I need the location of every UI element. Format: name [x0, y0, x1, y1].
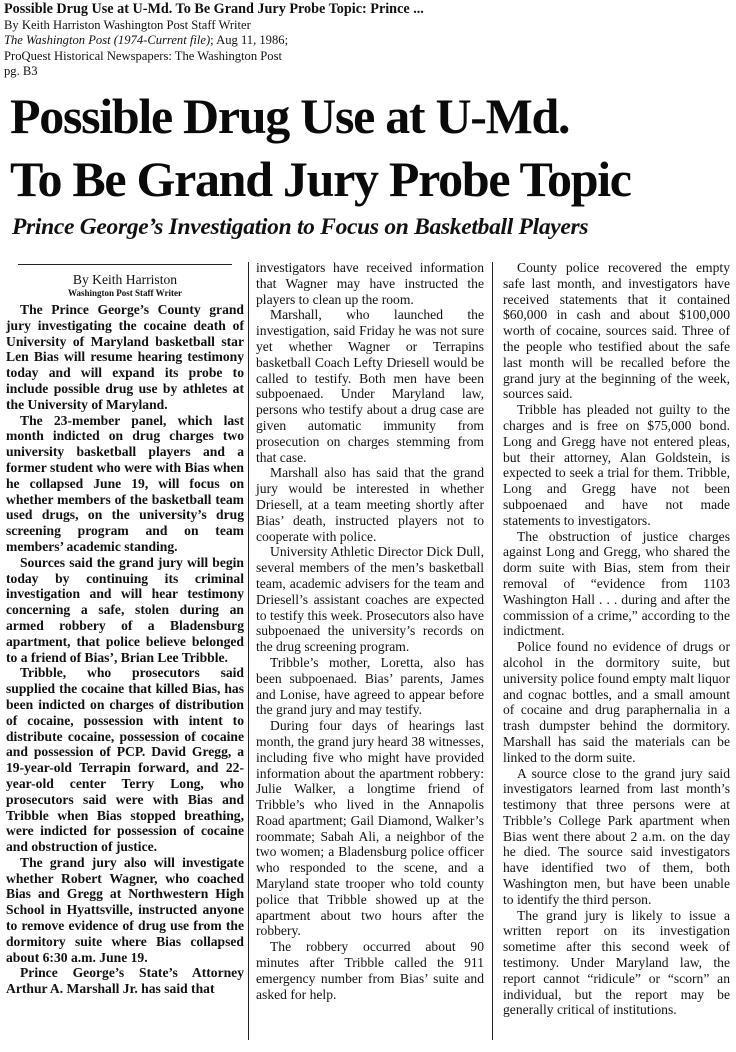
paragraph: The Prince George’s County grand jury investigating the cocaine death of University of Maryland basketball star Len Bias will resume hearing testimony today and will expand its probe to include possible drug use by athletes at the University of Maryland. [6, 302, 244, 412]
citation-date: ; Aug 11, 1986; [210, 33, 289, 48]
headline-line-1: Possible Drug Use at U-Md. [10, 88, 570, 144]
paragraph: Tribble has pleaded not guilty to the charges and is free on $75,000 bond. Long and Gregg have not entered pleas, but their attorney, Alan Goldstein, is expected to seek a trial for them. Tribble, Long and Gregg have not been subpoenaed and have not made statements to investigators. [503, 402, 730, 528]
byline-rule [18, 264, 232, 265]
column-rule-1 [248, 262, 249, 1040]
article-column-3 [503, 260, 730, 1018]
citation-title: Possible Drug Use at U-Md. To Be Grand Jury Probe Topic: Prince ... [4, 1, 424, 17]
paragraph: The grand jury also will investigate whether Robert Wagner, who coached Bias and Gregg at Northwestern High School in Hyattsville, instructed anyone to remove evidence of drug use from the dormitory suite where Bias collapsed about 6:30 a.m. June 19. [6, 854, 244, 965]
citation-page: pg. B3 [4, 64, 38, 79]
headline-line-2: To Be Grand Jury Probe Topic [10, 151, 631, 207]
citation-database: ProQuest Historical Newspapers: The Washington Post [4, 48, 283, 63]
byline-title: Washington Post Staff Writer [68, 288, 182, 298]
column-rule-2 [492, 262, 493, 1040]
paragraph: Tribble, who prosecutors said supplied the cocaine that killed Bias, has been indicted on charges of distribution of cocaine, possession with intent to distribute cocaine, possession of cocaine and possession of PCP. David Gregg, a 19-year-old Terrapin forward, and 22-year-old center Terry Long, who prosecutors said were with Bias and Tribble when Bias stopped breathing, were indicted for possession of cocaine and obstruction of justice. [6, 665, 244, 855]
paragraph: Tribble’s mother, Loretta, also has been subpoenaed. Bias’ parents, James and Lonise, have agreed to appear before the grand jury and may testify. [256, 654, 484, 718]
paragraph: Police found no evidence of drugs or alcohol in the dormitory suite, but university police found empty malt liquor and cognac bottles, and a small amount of cocaine and drug paraphernalia in a trash dumpster behind the dormitory. Marshall has said the materials can be linked to the dorm suite. [503, 639, 730, 765]
paragraph: Marshall, who launched the investigation, said Friday he was not sure yet whether Wagner or Terrapins basketball Coach Lefty Driesell would be called to testify. Both men have been subpoenaed. Under Maryland law, persons who testify about a drug case are given automatic immunity from prosecution on charges stemming from that case. [256, 307, 484, 465]
paragraph: The robbery occurred about 90 minutes after Tribble called the 911 emergency number from Bias’ suite and asked for help. [256, 939, 484, 1002]
paragraph: County police recovered the empty safe last month, and investigators have received statements that it contained $60,000 in cash and about $100,000 worth of cocaine, sources said. Three of the people who testified about the safe last month will be recalled before the grand jury at the beginning of the week, sources said. [503, 260, 730, 402]
paragraph: Prince George’s State’s Attorney Arthur A. Marshall Jr. has said that [6, 965, 244, 997]
article-column-1 [6, 260, 244, 997]
citation-author: By Keith Harriston Washington Post Staff Writer [4, 18, 251, 32]
paragraph: University Athletic Director Dick Dull, several members of the men’s basketball team, academic advisers for the team and Driesell’s assistant coaches are expected to testify this week. Prosecutors also have subpoenaed the university’s records on the drug screening program. [256, 544, 484, 655]
paragraph: A source close to the grand jury said investigators learned from last month’s testimony that three persons were at Tribble’s College Park apartment when Bias went there about 2 a.m. on the day he died. The source said investigators have identified two of them, both Washington men, but have been unable to identify the third person. [503, 765, 730, 907]
citation-journal: The Washington Post (1974-Current file) [4, 33, 211, 48]
byline: By Keith Harriston [72, 272, 178, 287]
citation-source [4, 33, 734, 48]
paragraph: During four days of hearings last month, the grand jury heard 38 witnesses, including five who might have provided information about the apartment robbery: Julie Walker, a longtime friend of Tribble’s who lived in the Annapolis Road apartment; Gail Diamond, Walker’s roommate; Sabah Ali, a neighbor of the two women; a Bladensburg police officer who responded to the scene, and a Maryland state trooper who told county police that Tribble showed up at the apartment about two hours after the robbery. [256, 718, 484, 939]
paragraph: investigators have received information that Wagner may have instructed the players to clean up the room. [256, 260, 484, 307]
article-column-2 [256, 260, 484, 1002]
paragraph: The obstruction of justice charges against Long and Gregg, who shared the dorm suite with Bias, stem from their removal of “evidence from 1103 Washington Hall . . . during and after the commission of a crime,” according to the indictment. [503, 528, 730, 639]
paragraph: Sources said the grand jury will begin today by continuing its criminal investigation and will hear testimony concerning a safe, stolen during an armed robbery of a Bladensburg apartment, that police believe belonged to a friend of Bias’, Brian Lee Tribble. [6, 554, 244, 665]
paragraph: Marshall also has said that the grand jury would be interested in whether Driesell, at a team meeting shortly after Bias’ death, instructed players not to cooperate with police. [256, 465, 484, 544]
paragraph: The 23-member panel, which last month indicted on drug charges two university basketball players and a former student who were with Bias when he collapsed June 19, will focus on whether members of the basketball team used drugs, on the university’s drug screening program and on team members’ academic standing. [6, 412, 244, 554]
citation-block [4, 1, 734, 80]
deck-headline: Prince George’s Investigation to Focus on Basketball Players [12, 214, 589, 240]
paragraph: The grand jury is likely to issue a written report on its investigation sometime after this second week of testimony. Under Maryland law, the report cannot “ridicule” or “scorn” an individual, but the report may be generally critical of institutions. [503, 907, 730, 1018]
